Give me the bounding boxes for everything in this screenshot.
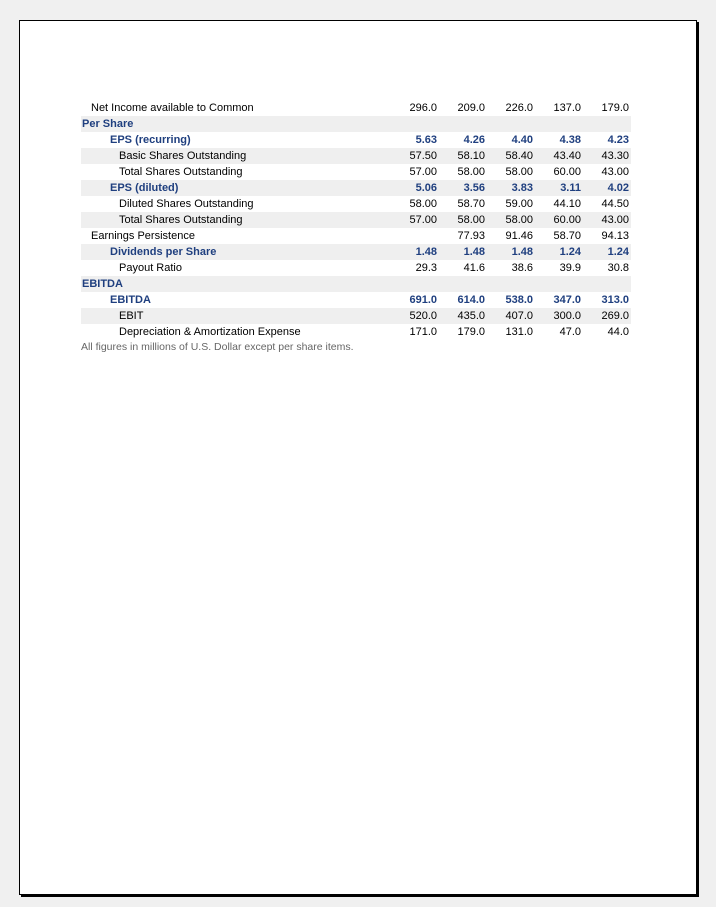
report-page <box>19 20 697 895</box>
cell-value: 538.0 <box>505 294 533 306</box>
cell-value: 5.06 <box>415 182 437 194</box>
cell-value: 91.46 <box>505 230 533 242</box>
row-label: Total Shares Outstanding <box>119 166 243 178</box>
cell-value: 4.02 <box>607 182 629 194</box>
cell-value: 209.0 <box>457 102 485 114</box>
cell-value: 44.50 <box>601 198 629 210</box>
cell-value: 43.40 <box>553 150 581 162</box>
cell-value: 226.0 <box>505 102 533 114</box>
cell-value: 44.10 <box>553 198 581 210</box>
cell-value: 3.11 <box>560 182 581 194</box>
cell-value: 58.70 <box>553 230 581 242</box>
cell-value: 38.6 <box>511 262 533 274</box>
table-row-basic-shares <box>81 148 631 164</box>
row-label: Payout Ratio <box>119 262 182 274</box>
cell-value: 1.48 <box>463 246 485 258</box>
cell-value: 58.10 <box>457 150 485 162</box>
section-header-per-share <box>81 116 631 132</box>
cell-value: 3.56 <box>463 182 485 194</box>
cell-value: 57.00 <box>409 214 437 226</box>
table-row-ebit <box>81 308 631 324</box>
cell-value: 44.0 <box>607 326 629 338</box>
footnote: All figures in millions of U.S. Dollar except per share items. <box>81 341 354 353</box>
cell-value: 58.00 <box>409 198 437 210</box>
cell-value: 435.0 <box>457 310 485 322</box>
row-label: Basic Shares Outstanding <box>119 150 247 162</box>
cell-value: 131.0 <box>505 326 533 338</box>
table-row-total-shares <box>81 164 631 180</box>
cell-value: 520.0 <box>409 310 437 322</box>
cell-value: 43.00 <box>601 166 629 178</box>
cell-value: 30.8 <box>607 262 629 274</box>
table-row-earnings-persistence <box>81 228 631 244</box>
table-row-net-income <box>81 100 631 116</box>
cell-value: 58.00 <box>457 166 485 178</box>
cell-value: 137.0 <box>553 102 581 114</box>
cell-value: 614.0 <box>457 294 485 306</box>
section-title: Per Share <box>82 118 134 130</box>
table-row-diluted-shares <box>81 196 631 212</box>
table-row-depreciation-amortization <box>81 324 631 340</box>
cell-value: 313.0 <box>601 294 629 306</box>
cell-value: 179.0 <box>457 326 485 338</box>
cell-value: 57.50 <box>409 150 437 162</box>
cell-value: 59.00 <box>505 198 533 210</box>
cell-value: 691.0 <box>409 294 437 306</box>
cell-value: 1.48 <box>415 246 437 258</box>
cell-value: 4.38 <box>559 134 581 146</box>
cell-value: 41.6 <box>463 262 485 274</box>
row-label: EPS (recurring) <box>110 134 191 146</box>
cell-value: 57.00 <box>409 166 437 178</box>
row-label: Earnings Persistence <box>91 230 195 242</box>
cell-value: 1.24 <box>559 246 581 258</box>
cell-value: 58.00 <box>505 214 533 226</box>
cell-value: 171.0 <box>409 326 437 338</box>
cell-value: 5.63 <box>415 134 437 146</box>
cell-value: 60.00 <box>553 166 581 178</box>
table-row-total-shares-diluted <box>81 212 631 228</box>
cell-value: 347.0 <box>553 294 581 306</box>
cell-value: 269.0 <box>601 310 629 322</box>
cell-value: 39.9 <box>559 262 581 274</box>
table-row-payout-ratio <box>81 260 631 276</box>
table-row-ebitda <box>81 292 631 308</box>
cell-value: 43.30 <box>601 150 629 162</box>
cell-value: 4.40 <box>511 134 533 146</box>
cell-value: 296.0 <box>409 102 437 114</box>
cell-value: 58.00 <box>505 166 533 178</box>
table-row-dividends-per-share <box>81 244 631 260</box>
cell-value: 407.0 <box>505 310 533 322</box>
cell-value: 3.83 <box>511 182 533 194</box>
cell-value: 58.70 <box>457 198 485 210</box>
cell-value: 300.0 <box>553 310 581 322</box>
cell-value: 1.24 <box>607 246 629 258</box>
cell-value: 29.3 <box>415 262 437 274</box>
cell-value: 60.00 <box>553 214 581 226</box>
cell-value: 58.40 <box>505 150 533 162</box>
financial-table <box>81 100 631 340</box>
cell-value: 77.93 <box>457 230 485 242</box>
cell-value: 179.0 <box>601 102 629 114</box>
cell-value: 4.26 <box>463 134 485 146</box>
row-label: EBIT <box>119 310 144 322</box>
row-label: EPS (diluted) <box>110 182 179 194</box>
cell-value: 58.00 <box>457 214 485 226</box>
section-title: EBITDA <box>82 278 123 290</box>
section-header-ebitda <box>81 276 631 292</box>
table-row-eps-diluted <box>81 180 631 196</box>
cell-value: 43.00 <box>601 214 629 226</box>
cell-value: 4.23 <box>607 134 629 146</box>
row-label: Total Shares Outstanding <box>119 214 243 226</box>
cell-value: 47.0 <box>559 326 581 338</box>
row-label: Depreciation & Amortization Expense <box>119 326 301 338</box>
cell-value: 1.48 <box>511 246 533 258</box>
cell-value: 94.13 <box>601 230 629 242</box>
table-row-eps-recurring <box>81 132 631 148</box>
row-label: Net Income available to Common <box>91 102 254 114</box>
row-label: Dividends per Share <box>110 246 217 258</box>
row-label: EBITDA <box>110 294 151 306</box>
row-label: Diluted Shares Outstanding <box>119 198 254 210</box>
